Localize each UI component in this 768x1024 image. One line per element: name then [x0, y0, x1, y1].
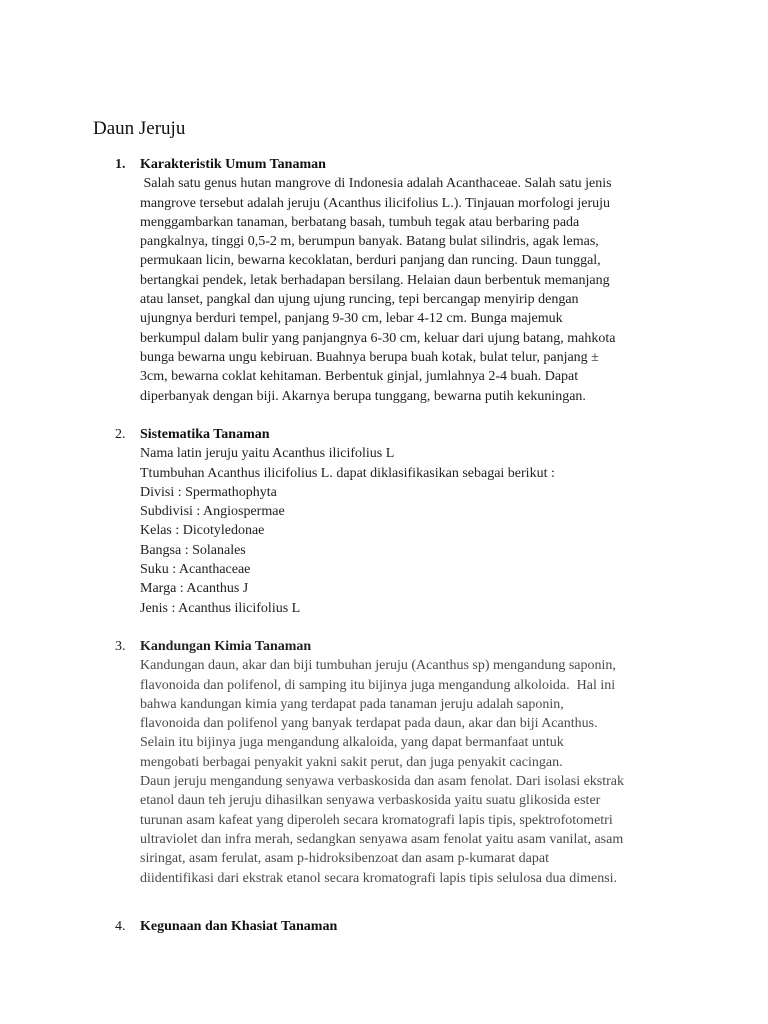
section-heading: Kandungan Kimia Tanaman	[140, 639, 312, 654]
classification-subdivisi: Subdivisi : Angiospermae	[140, 504, 285, 520]
text-line: Daun jeruju mengandung senyawa verbaskosida dan asam fenolat. Dari isolasi ekstrak	[140, 774, 625, 790]
section-content	[140, 637, 680, 888]
text-line: Ttumbuhan Acanthus ilicifolius L. dapat diklasifikasikan sebagai berikut :	[140, 465, 555, 481]
text-line: Selain itu bijinya juga mengandung alkaloida, yang dapat bermanfaat untuk	[140, 735, 564, 751]
text-line: permukaan licin, bewarna kecoklatan, berduri panjang dan runcing. Daun tunggal,	[140, 253, 601, 269]
text-line: bunga bewarna ungu kebiruan. Buahnya berupa buah kotak, bulat telur, panjang ±	[140, 349, 599, 365]
text-line: mangrove tersebut adalah jeruju (Acanthus ilicifolius L.). Tinjauan morfologi jeruju	[140, 195, 611, 211]
text-line: berkumpul dalam bulir yang panjangnya 6-30 cm, keluar dari ujung batang, mahkota	[140, 330, 616, 346]
section-heading: Sistematika Tanaman	[140, 427, 270, 442]
classification-suku: Suku : Acanthaceae	[140, 562, 251, 578]
section-content	[140, 425, 680, 618]
section-content	[140, 917, 680, 936]
section-number: 2.	[115, 427, 126, 442]
section-content	[140, 155, 680, 406]
section-heading: Kegunaan dan Khasiat Tanaman	[140, 919, 338, 934]
text-line: ultraviolet dan infra merah, sedangkan senyawa asam fenolat yaitu asam vanilat, asam	[140, 831, 624, 847]
text-line: diperbanyak dengan biji. Akarnya berupa tunggang, bewarna putih kekuningan.	[140, 388, 586, 404]
classification-jenis: Jenis : Acanthus ilicifolius L	[140, 600, 301, 616]
classification-divisi: Divisi : Spermathophyta	[140, 484, 277, 500]
text-line: 3cm, bewarna coklat kehitaman. Berbentuk ginjal, jumlahnya 2-4 buah. Dapat	[140, 369, 579, 385]
section-paragraph	[140, 174, 680, 406]
text-line: flavonoida dan polifenol, di samping itu bijinya juga mengandung alkoloida. Hal ini	[140, 677, 616, 693]
text-line: atau lanset, pangkal dan ujung ujung runcing, tepi bercangap menyirip dengan	[140, 292, 579, 308]
section-number: 1.	[115, 157, 126, 172]
text-line: Kandungan daun, akar dan biji tumbuhan jeruju (Acanthus sp) mengandung saponin,	[140, 658, 616, 674]
text-line: menggambarkan tanaman, berbatang basah, tumbuh tegak atau berbaring pada	[140, 214, 580, 230]
text-line: Salah satu genus hutan mangrove di Indonesia adalah Acanthaceae. Salah satu jenis	[140, 176, 612, 192]
section-heading: Karakteristik Umum Tanaman	[140, 157, 326, 172]
text-line: pangkalnya, tinggi 0,5-2 m, berumpun banyak. Batang bulat silindris, agak lemas,	[140, 234, 599, 250]
section-number: 4.	[115, 919, 126, 934]
classification-bangsa: Bangsa : Solanales	[140, 542, 246, 558]
text-line: bertangkai pendek, letak berhadapan bersilang. Helaian daun berbentuk memanjang	[140, 272, 610, 288]
text-line: bahwa kandungan kimia yang terdapat pada tanaman jeruju adalah saponin,	[140, 696, 564, 712]
text-line: Nama latin jeruju yaitu Acanthus ilicifolius L	[140, 446, 395, 462]
classification-kelas: Kelas : Dicotyledonae	[140, 523, 265, 539]
text-line: turunan asam kafeat yang diperoleh secara kromatografi lapis tipis, spektrofotometri	[140, 812, 613, 828]
classification-marga: Marga : Acanthus J	[140, 581, 249, 597]
text-line: diidentifikasi dari ekstrak etanol secara kromatografi lapis tipis selulosa dua dimensi.	[140, 870, 618, 886]
text-line: flavonoida dan polifenol yang banyak terdapat pada daun, akar dan biji Acanthus.	[140, 716, 598, 732]
document-title: Daun Jeruju	[93, 118, 186, 139]
section-paragraph	[140, 656, 680, 888]
text-line: siringat, asam ferulat, asam p-hidroksibenzoat dan asam p-kumarat dapat	[140, 851, 549, 867]
text-line: ujungnya berduri tempel, panjang 9-30 cm, lebar 4-12 cm. Bunga majemuk	[140, 311, 563, 327]
text-line: mengobati berbagai penyakit yakni sakit perut, dan juga penyakit cacingan.	[140, 754, 563, 770]
section-number: 3.	[115, 639, 126, 654]
text-line: etanol daun teh jeruju dihasilkan senyawa verbaskosida yaitu suatu glikosida ester	[140, 793, 601, 809]
